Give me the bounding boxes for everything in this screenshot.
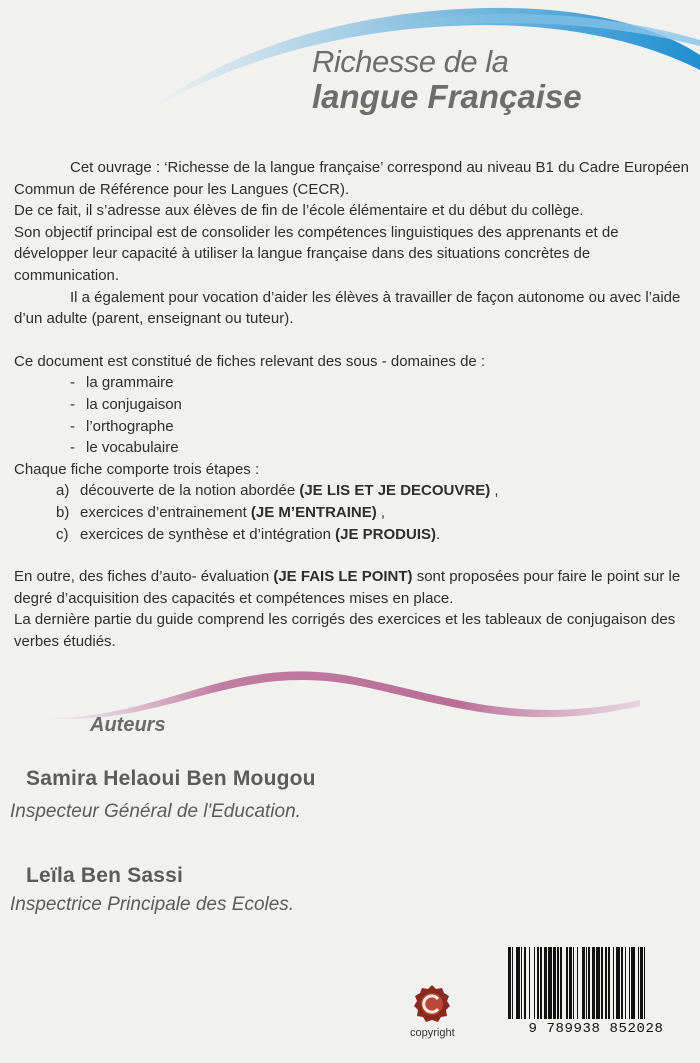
list-item: b) exercices d’entrainement (JE M’ENTRAINE) , <box>56 503 386 521</box>
list-item: - le vocabulaire <box>70 439 179 457</box>
copyright-label: copyright <box>410 1027 455 1039</box>
list-item: - la conjugaison <box>70 395 182 413</box>
steps-intro: Chaque fiche comporte trois étapes : <box>14 460 260 478</box>
author-2-role: Inspectrice Principale des Ecoles. <box>10 894 295 915</box>
copyright-seal-icon <box>412 984 452 1024</box>
barcode-bars <box>508 947 692 1019</box>
intro-paragraph-1: Cet ouvrage : ‘Richesse de la langue française’ correspond au niveau B1 du Cadre Européen Commun de Référence pour les Langues (CECR). <box>14 159 689 198</box>
barcode <box>498 947 694 1047</box>
steps-list <box>14 480 694 545</box>
list-item: - l’orthographe <box>70 417 174 435</box>
title-line-2: langue Française <box>312 78 582 115</box>
closing-paragraph-1: En outre, des fiches d’auto- évaluation (JE FAIS LE POINT) sont proposées pour faire le point sur le degré d’acquisition des capacités et compétences mises en place. <box>14 568 681 607</box>
domains-intro: Ce document est constitué de fiches relevant des sous - domaines de : <box>14 352 486 370</box>
intro-paragraph-3: Son objectif principal est de consolider les compétences linguistiques des apprenants et de développer leur capacité à utiliser la langue française dans des situations concrètes de communication. <box>14 223 619 284</box>
description-text <box>14 157 694 652</box>
isbn-number: 9 789938 852028 <box>528 1021 664 1037</box>
author-1-name: Samira Helaoui Ben Mougou <box>26 767 316 790</box>
title-line-1: Richesse de la <box>312 44 509 79</box>
authors-heading: Auteurs <box>90 714 166 736</box>
author-1-role: Inspecteur Général de l'Education. <box>10 801 301 822</box>
intro-paragraph-2: De ce fait, il s’adresse aux élèves de fin de l’école élémentaire et du début du collège. <box>14 202 584 220</box>
list-item: a) découverte de la notion abordée (JE LIS ET JE DECOUVRE) , <box>56 482 499 500</box>
list-item: c) exercices de synthèse et d’intégration (JE PRODUIS). <box>56 525 441 543</box>
closing-paragraph-2: La dernière partie du guide comprend les corrigés des exercices et les tableaux de conjugaison des verbes étudiés. <box>14 611 676 650</box>
mid-swoosh <box>40 671 640 719</box>
intro-paragraph-4: Il a également pour vocation d’aider les élèves à travailler de façon autonome ou avec l’aide d’un adulte (parent, enseignant ou tuteur). <box>14 288 681 328</box>
domains-list <box>14 372 694 458</box>
book-title <box>312 46 582 113</box>
author-2-name: Leïla Ben Sassi <box>26 864 184 887</box>
list-item: - la grammaire <box>70 374 174 392</box>
